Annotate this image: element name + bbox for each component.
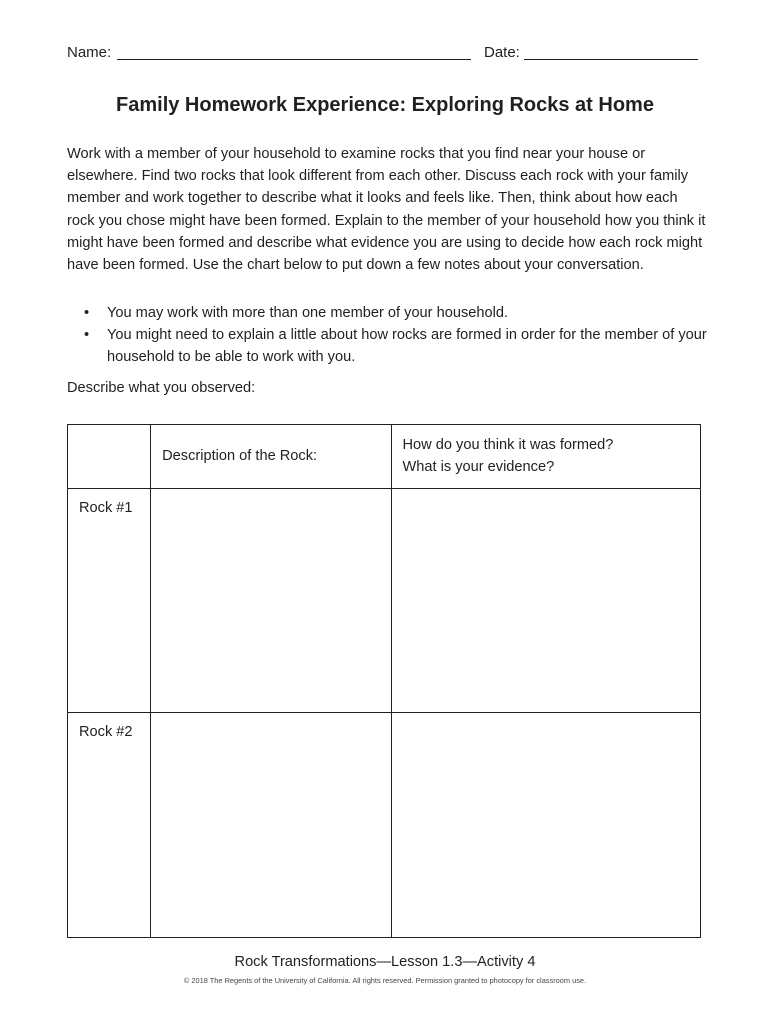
header-description — [151, 425, 391, 489]
rock-1-description-cell[interactable] — [151, 488, 391, 713]
page-title: Family Homework Experience: Exploring Rocks at Home — [116, 94, 654, 116]
header-formed-line1: How do you think it was formed? — [402, 437, 614, 453]
footer-title: Rock Transformations—Lesson 1.3—Activity 4 — [234, 954, 536, 970]
header-formed-line2: What is your evidence? — [402, 459, 555, 476]
observed-prompt: Describe what you observed: — [67, 380, 256, 396]
rock-observation-table — [67, 424, 701, 938]
intro-paragraph: Work with a member of your household to examine rocks that you find near your house or elsewhere. Find two rocks that look different from each other. Discuss each rock with your family member and work together to describe what it looks and feels like. Then, think about how each rock you chose might have been formed. Explain to the member of your household how you think it might have been formed and describe what evidence you are using to decide how each rock might have been formed. Use the chart below to put down a few notes about your conversation. — [67, 146, 706, 274]
header-empty-cell — [68, 425, 151, 489]
date-blank-line[interactable] — [524, 59, 698, 60]
rock-1-formed-cell[interactable] — [391, 488, 701, 713]
rock-2-label: Rock #2 — [68, 713, 151, 938]
bullet-text: You may work with more than one member of your household. — [107, 305, 508, 321]
table-header-row — [68, 425, 701, 489]
copyright-notice: © 2018 The Regents of the University of California. All rights reserved. Permission granted to photocopy for classroom use. — [183, 976, 587, 985]
rock-2-formed-cell[interactable] — [391, 713, 701, 938]
bullet-icon: • — [84, 305, 90, 321]
rock-2-description-cell[interactable] — [151, 713, 391, 938]
bullet-list — [67, 302, 707, 369]
name-blank-line[interactable] — [117, 59, 471, 60]
header-formed — [391, 425, 701, 489]
rock-1-label: Rock #1 — [68, 488, 151, 713]
bullet-text: You might need to explain a little about how rocks are formed in order for the member of your household to be able to work with you. — [107, 327, 707, 366]
header-row — [67, 42, 699, 64]
table-row — [68, 488, 701, 713]
header-description-label: Description of the Rock: — [162, 448, 318, 465]
list-item — [67, 324, 707, 368]
table-row — [68, 713, 701, 938]
name-label: Name: — [67, 44, 112, 61]
list-item — [67, 302, 707, 324]
bullet-icon: • — [84, 327, 90, 344]
date-label: Date: — [484, 44, 520, 61]
